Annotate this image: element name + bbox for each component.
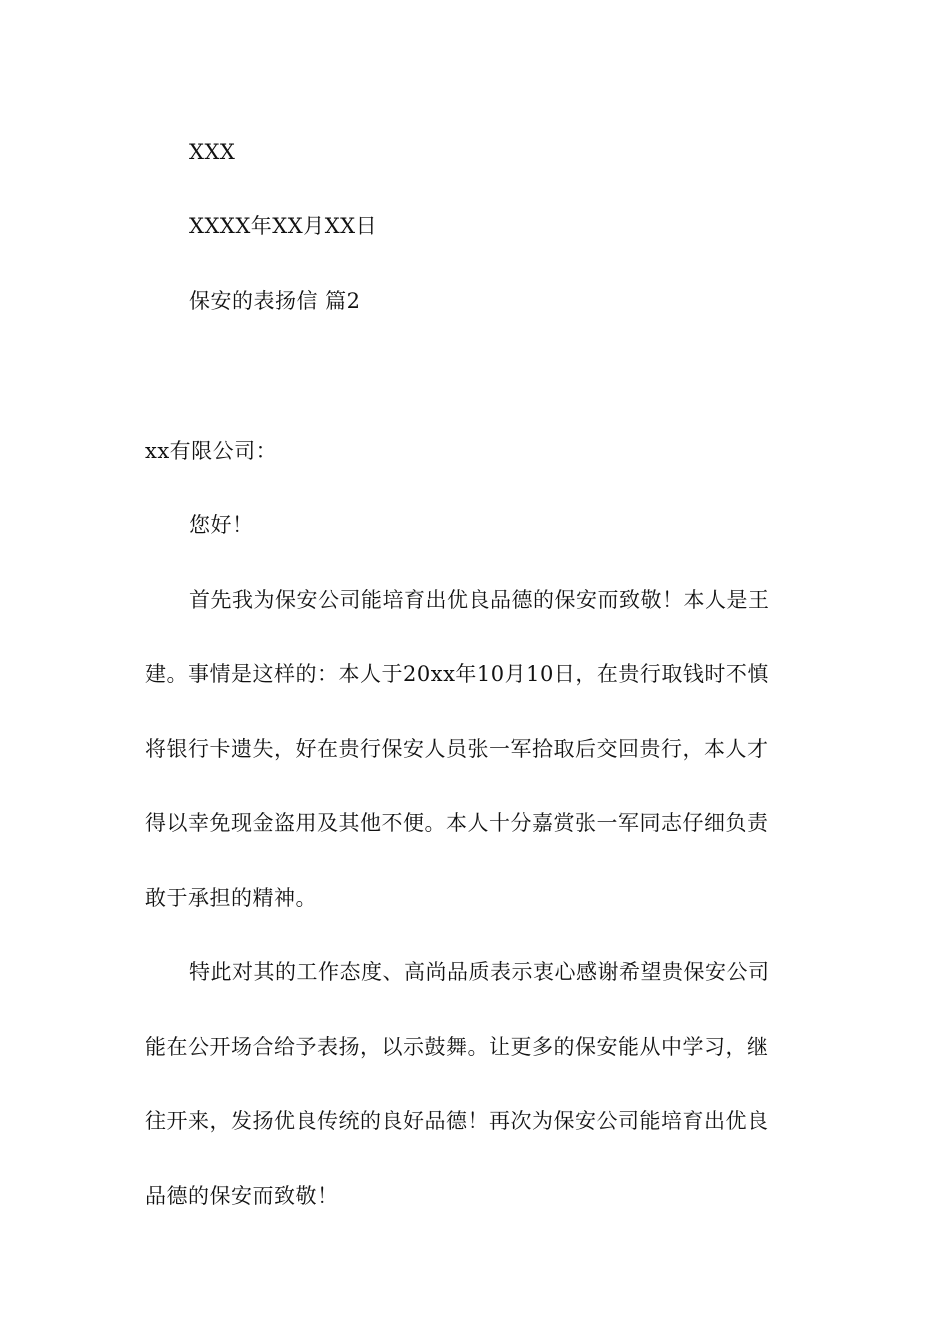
salutation: xx有限公司： <box>145 439 278 463</box>
paragraph-line: 建。事情是这样的：本人于20xx年10月10日，在贵行取钱时不慎 <box>145 662 769 686</box>
paragraph-line: 品德的保安而致敬！ <box>145 1184 339 1208</box>
signature-date: XXXX年XX月XX日 <box>189 214 378 238</box>
section-title: 保安的表扬信 篇2 <box>189 289 361 313</box>
paragraph-line: 首先我为保安公司能培育出优良品德的保安而致敬！本人是王 <box>189 588 770 612</box>
paragraph-line: 能在公开场合给予表扬，以示鼓舞。让更多的保安能从中学习，继 <box>145 1035 769 1059</box>
paragraph-line: 将银行卡遗失，好在贵行保安人员张一军拾取后交回贵行，本人才 <box>145 737 769 761</box>
greeting: 您好！ <box>189 513 254 537</box>
signature-name: XXX <box>189 140 236 164</box>
paragraph-line: 得以幸免现金盗用及其他不便。本人十分嘉赏张一军同志仔细负责 <box>145 811 769 835</box>
paragraph-line: 特此对其的工作态度、高尚品质表示衷心感谢希望贵保安公司 <box>189 960 770 984</box>
paragraph-line: 往开来，发扬优良传统的良好品德！再次为保安公司能培育出优良 <box>145 1109 769 1133</box>
paragraph-line: 敢于承担的精神。 <box>145 886 317 910</box>
